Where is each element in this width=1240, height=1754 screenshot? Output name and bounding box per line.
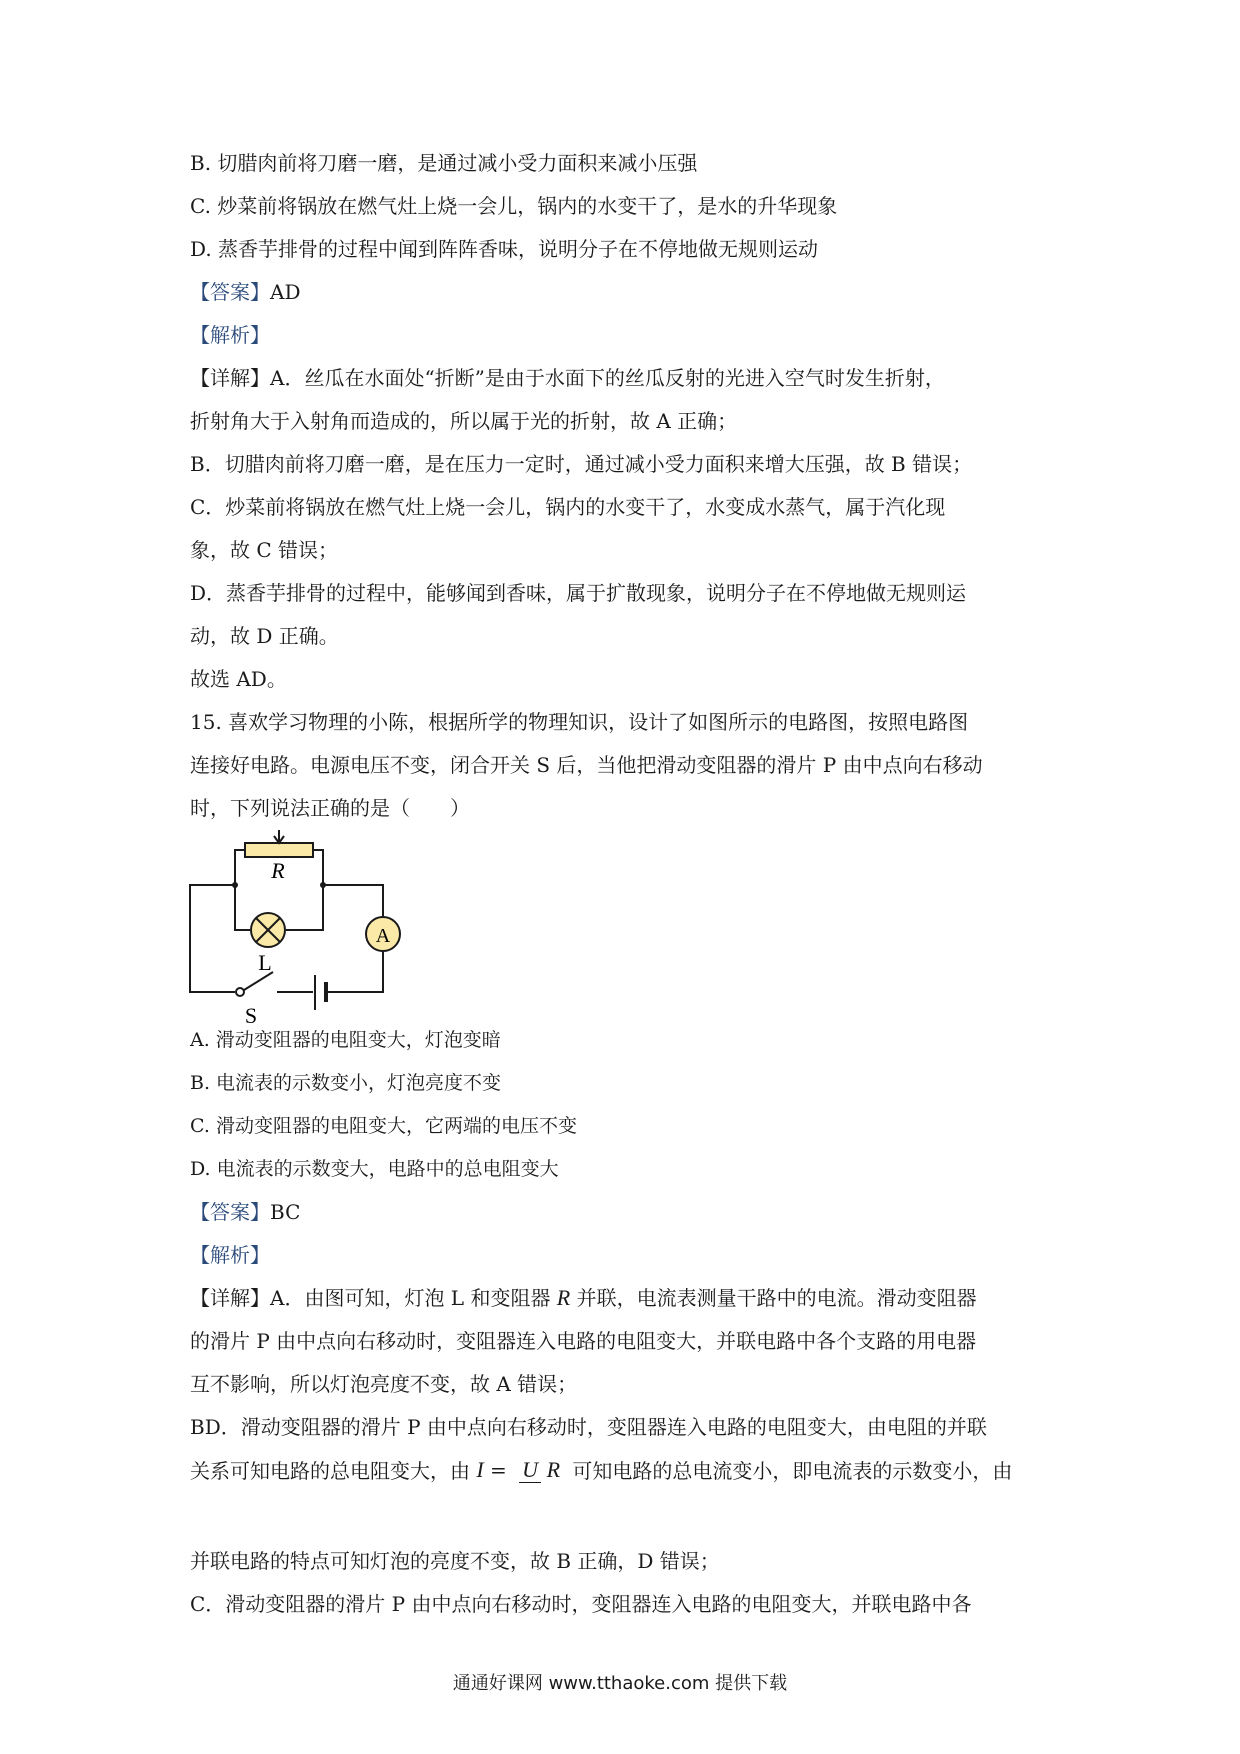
wire-right-top: [340, 885, 383, 916]
option-c-text: C. 炒菜前将锅放在燃气灶上烧一会儿，锅内的水变干了，是水的升华现象: [190, 194, 838, 218]
formula-denominator: R: [546, 1456, 561, 1482]
question-15-line-3: 时，下列说法正确的是（ ）: [190, 796, 470, 820]
junction-dot-right: [320, 882, 326, 888]
explain-text: A．由图可知，灯泡 L 和变阻器: [270, 1286, 557, 1310]
option-c: C. 滑动变阻器的电阻变大，它两端的电压不变: [190, 1115, 577, 1137]
wire-bottom-right: [328, 952, 383, 992]
detail-line-3: B．切腊肉前将刀磨一磨，是在压力一定时，通过减小受力面积来增大压强，故 B 错误；: [190, 452, 973, 476]
answer-value: AD: [270, 280, 301, 304]
answer-label: 【答案】: [190, 280, 270, 304]
explain-line-4: BD．滑动变阻器的滑片 P 由中点向右移动时，变阻器连入电路的电阻变大，由电阻的并联: [190, 1415, 987, 1439]
rheostat-resistor: [245, 843, 313, 857]
switch-label: S: [244, 1003, 258, 1025]
detail-label: 【详解】: [190, 366, 270, 390]
wire-left: [190, 925, 235, 992]
rheostat-label: R: [271, 858, 285, 883]
explain-line-5: [190, 1455, 1012, 1527]
footer: 通通好课网 www.tthaoke.com 提供下载: [452, 1673, 788, 1694]
formula-lhs: I: [476, 1456, 484, 1482]
formula-equals: =: [490, 1457, 507, 1482]
detail-line-4: C．炒菜前将锅放在燃气灶上烧一会儿，锅内的水变干了，水变成水蒸气，属于汽化现: [190, 495, 946, 519]
option-a: A. 滑动变阻器的电阻变大，灯泡变暗: [190, 1029, 501, 1051]
detail-line-1: [190, 365, 945, 391]
detail-text: A．丝瓜在水面处“折断”是由于水面下的丝瓜反射的光进入空气时发生折射，: [270, 366, 945, 390]
branch-upper-right: [313, 850, 340, 885]
answer-value: BC: [270, 1200, 301, 1224]
detail-line-7: 动，故 D 正确。: [190, 624, 339, 648]
detail-line-5: 象，故 C 错误；: [190, 538, 339, 562]
question-15-line-1: 15. 喜欢学习物理的小陈，根据所学的物理知识，设计了如图所示的电路图，按照电路图: [190, 710, 969, 734]
detail-label: 【详解】: [190, 1286, 270, 1310]
slider-label: [273, 830, 285, 831]
answer-line-2: [190, 1199, 300, 1225]
explain-text: 可知电路的总电流变小，即电流表的示数变小，由: [572, 1459, 1013, 1483]
formula-fraction: [519, 1456, 560, 1484]
option-b: B. 电流表的示数变小，灯泡亮度不变: [190, 1072, 502, 1094]
variable-r: R: [556, 1285, 571, 1310]
option-d: D. 电流表的示数变大，电路中的总电阻变大: [190, 1158, 559, 1180]
ammeter-label: A: [375, 925, 391, 947]
explain-line-3: 互不影响，所以灯泡亮度不变，故 A 错误；: [190, 1372, 578, 1396]
switch-contact: [236, 988, 244, 996]
analysis-label-2: 【解析】: [190, 1243, 270, 1267]
detail-line-2: 折射角大于入射角而造成的，所以属于光的折射，故 A 正确；: [190, 409, 738, 433]
question-15-line-2: 连接好电路。电源电压不变，闭合开关 S 后，当他把滑动变阻器的滑片 P 由中点向右移动: [190, 753, 983, 777]
explain-text: 并联，电流表测量干路中的电流。滑动变阻器: [570, 1286, 977, 1310]
explain-line-1: [190, 1285, 977, 1311]
junction-dot-left: [232, 882, 238, 888]
circuit-diagram: [185, 830, 415, 1025]
formula-numerator: U: [519, 1457, 541, 1483]
lamp-label: L: [258, 950, 272, 975]
answer-label: 【答案】: [190, 1200, 270, 1224]
branch-upper-left: [235, 850, 245, 885]
option-b-text: B. 切腊肉前将刀磨一磨，是通过减小受力面积来减小压强: [190, 151, 698, 175]
branch-lower-right: [286, 885, 323, 930]
explain-line-2: 的滑片 P 由中点向右移动时，变阻器连入电路的电阻变大，并联电路中各个支路的用电器: [190, 1329, 977, 1353]
wire-top-left: [190, 885, 235, 925]
detail-line-6: D．蒸香芋排骨的过程中，能够闻到香味，属于扩散现象，说明分子在不停地做无规则运: [190, 581, 967, 605]
answer-line-1: [190, 279, 300, 305]
explain-line-6: 并联电路的特点可知灯泡的亮度不变，故 B 正确，D 错误；: [190, 1549, 720, 1573]
conclusion-line: 故选 AD。: [190, 667, 287, 691]
analysis-label-1: 【解析】: [190, 323, 270, 347]
explain-text: 关系可知电路的总电阻变大，由: [190, 1459, 470, 1483]
explain-line-7: C．滑动变阻器的滑片 P 由中点向右移动时，变阻器连入电路的电阻变大，并联电路中各: [190, 1592, 972, 1616]
branch-lower-left: [235, 885, 250, 930]
option-d-text: D. 蒸香芋排骨的过程中闻到阵阵香味，说明分子在不停地做无规则运动: [190, 237, 819, 261]
